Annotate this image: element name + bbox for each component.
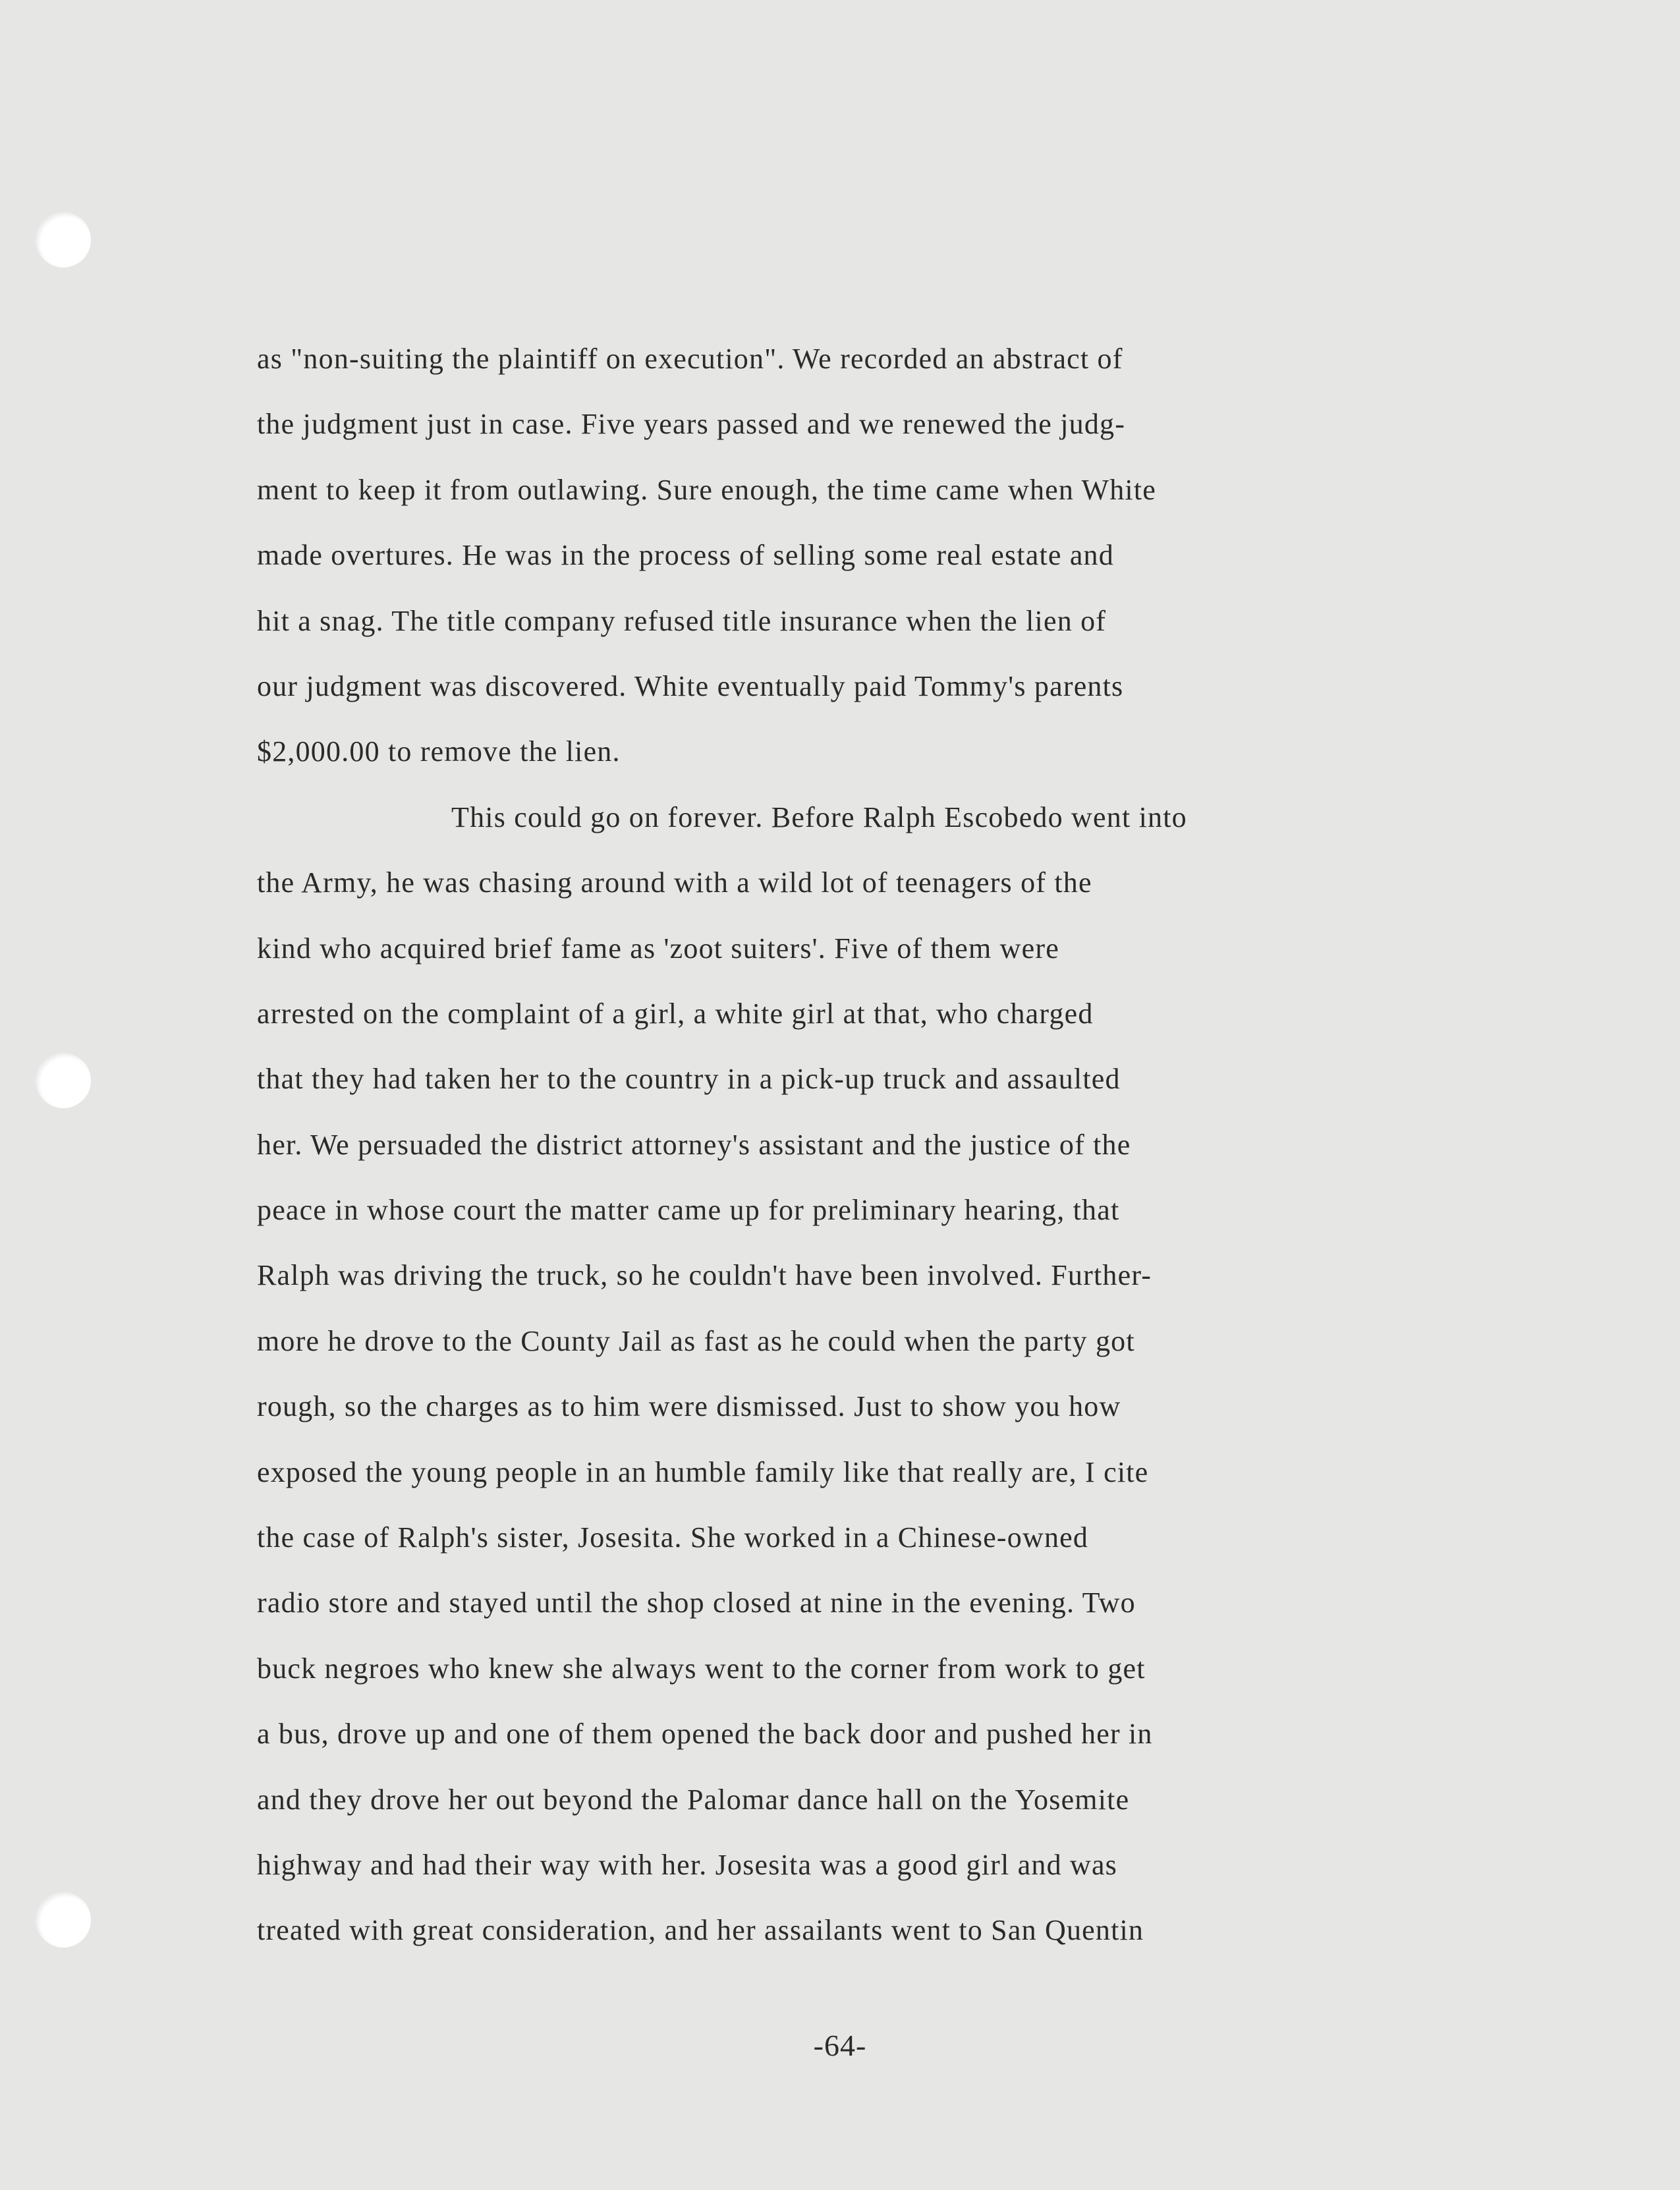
page-number: -64- bbox=[813, 2029, 867, 2062]
text-line: the judgment just in case. Five years passed and we renewed the judg- bbox=[257, 408, 1126, 441]
paragraph-start-line: This could go on forever. Before Ralph Escobedo went into bbox=[451, 800, 1187, 833]
text-line: ment to keep it from outlawing. Sure enough, the time came when White bbox=[257, 473, 1156, 506]
text-line: more he drove to the County Jail as fast as he could when the party got bbox=[257, 1324, 1135, 1357]
text-line: arrested on the complaint of a girl, a white girl at that, who charged bbox=[257, 997, 1094, 1030]
text-line: highway and had their way with her. Josesita was a good girl and was bbox=[257, 1848, 1117, 1881]
text-line: $2,000.00 to remove the lien. bbox=[257, 735, 621, 768]
text-line: rough, so the charges as to him were dismissed. Just to show you how bbox=[257, 1390, 1121, 1423]
text-line: her. We persuaded the district attorney's assistant and the justice of the bbox=[257, 1128, 1131, 1161]
text-line: exposed the young people in an humble family like that really are, I cite bbox=[257, 1455, 1149, 1488]
text-line: hit a snag. The title company refused title insurance when the lien of bbox=[257, 604, 1107, 637]
text-line: the case of Ralph's sister, Josesita. She worked in a Chinese-owned bbox=[257, 1521, 1089, 1554]
text-line: that they had taken her to the country in a pick-up truck and assaulted bbox=[257, 1063, 1121, 1096]
text-line: made overtures. He was in the process of selling some real estate and bbox=[257, 539, 1114, 572]
text-line: kind who acquired brief fame as 'zoot suiters'. Five of them were bbox=[257, 932, 1059, 965]
text-line: peace in whose court the matter came up for preliminary hearing, that bbox=[257, 1194, 1120, 1227]
binder-hole-top bbox=[36, 212, 91, 267]
text-line: our judgment was discovered. White eventually paid Tommy's parents bbox=[257, 669, 1124, 702]
binder-hole-middle bbox=[36, 1053, 91, 1108]
text-line: treated with great consideration, and her assailants went to San Quentin bbox=[257, 1914, 1144, 1947]
binder-hole-bottom bbox=[36, 1892, 91, 1948]
text-line: buck negroes who knew she always went to the corner from work to get bbox=[257, 1652, 1146, 1685]
text-line: as "non-suiting the plaintiff on execution". We recorded an abstract of bbox=[257, 343, 1123, 375]
text-line: and they drove her out beyond the Palomar dance hall on the Yosemite bbox=[257, 1783, 1130, 1816]
text-line: radio store and stayed until the shop closed at nine in the evening. Two bbox=[257, 1586, 1136, 1619]
text-line: Ralph was driving the truck, so he couldn't have been involved. Further- bbox=[257, 1259, 1152, 1292]
text-line: a bus, drove up and one of them opened the back door and pushed her in bbox=[257, 1718, 1153, 1751]
body-text bbox=[257, 326, 1482, 1963]
text-line: the Army, he was chasing around with a wild lot of teenagers of the bbox=[257, 866, 1092, 899]
